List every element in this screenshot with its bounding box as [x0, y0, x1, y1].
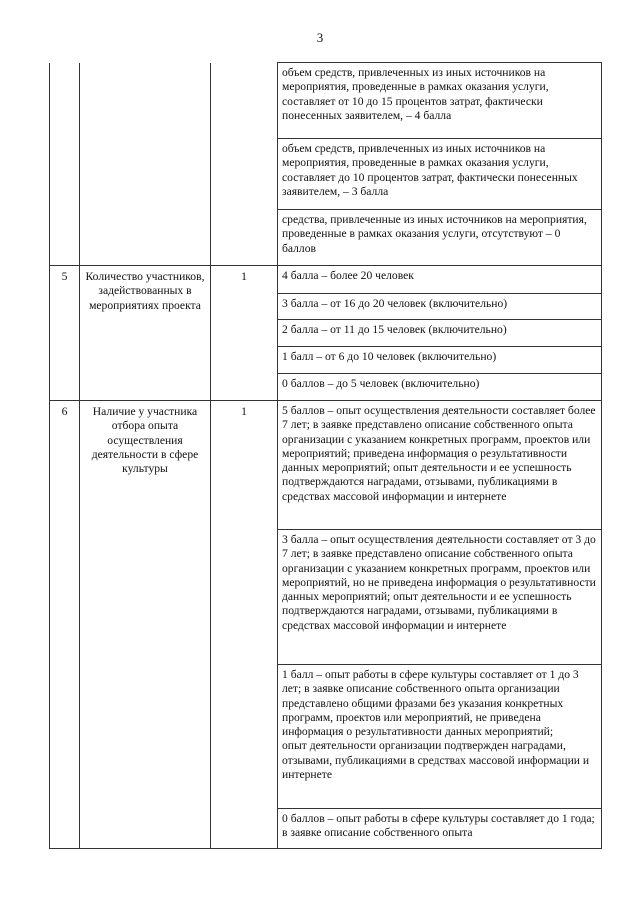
criterion-text: Наличие у участника отбора опыта осуществления деятельности в сфере культуры — [80, 401, 211, 849]
number-cell — [50, 63, 80, 266]
table-row — [50, 63, 602, 139]
score-cell: 3 балла – опыт осуществления деятельности составляет от 3 до 7 лет; в заявке представлено описание собственного опыта организации с указанием конкретных программ, проектов или мероприятий, но не приведена информация о результативности данных мероприятий; опыт деятельности и ее успешность подтверждаются наградами, отзывами, публикациями в средствах массовой информации и интернете — [278, 530, 602, 665]
weight-cell — [211, 63, 278, 266]
row-number: 6 — [50, 401, 80, 849]
table-row — [50, 266, 602, 294]
weight-value: 1 — [211, 266, 278, 401]
criterion-text: Количество участников, задействованных в мероприятиях проекта — [80, 266, 211, 401]
score-cell: 0 баллов – опыт работы в сфере культуры составляет до 1 года; в заявке описание собственного опыта — [278, 809, 602, 849]
score-text: 1 балл – опыт работы в сфере культуры составляет от 1 до 3 лет; в заявке описание собственного опыта организации представлено общими фразами без указания конкретных программ, проектов или мероприятий, не приведена информация о результативности данных мероприятий; — [282, 668, 579, 739]
score-cell: 4 балла – более 20 человек — [278, 266, 602, 294]
score-text: опыт деятельности организации подтвержден наградами, отзывами, публикациями в средствах массовой информации и интернете — [282, 739, 590, 782]
score-cell: 5 баллов – опыт осуществления деятельности составляет более 7 лет; в заявке представлено описание собственного опыта организации с указанием конкретных программ, проектов или мероприятий; приведена информация о результативности данных мероприятий; опыт деятельности и ее успешность подтверждаются наградами, отзывами, публикациями в средствах массовой информации и интернете — [278, 401, 602, 530]
score-cell — [278, 665, 602, 809]
row-number: 5 — [50, 266, 80, 401]
score-cell: 2 балла – от 11 до 15 человек (включительно) — [278, 320, 602, 347]
criteria-table — [49, 62, 602, 849]
score-cell: 1 балл – от 6 до 10 человек (включительно) — [278, 347, 602, 374]
criterion-cell — [80, 63, 211, 266]
weight-value: 1 — [211, 401, 278, 849]
score-cell: объем средств, привлеченных из иных источников на мероприятия, проведенные в рамках оказания услуги, составляет от 10 до 15 процентов затрат, фактически понесенных заявителем, – 4 балла — [278, 63, 602, 139]
score-cell: средства, привлеченные из иных источников на мероприятия, проведенные в рамках оказания услуги, отсутствуют – 0 баллов — [278, 210, 602, 266]
page-number: 3 — [316, 30, 324, 45]
score-cell: объем средств, привлеченных из иных источников на мероприятия, проведенные в рамках оказания услуги, составляет до 10 процентов затрат, фактически понесенных заявителем, – 3 балла — [278, 139, 602, 210]
score-cell: 3 балла – от 16 до 20 человек (включительно) — [278, 294, 602, 320]
score-cell: 0 баллов – до 5 человек (включительно) — [278, 374, 602, 401]
table-row — [50, 401, 602, 530]
